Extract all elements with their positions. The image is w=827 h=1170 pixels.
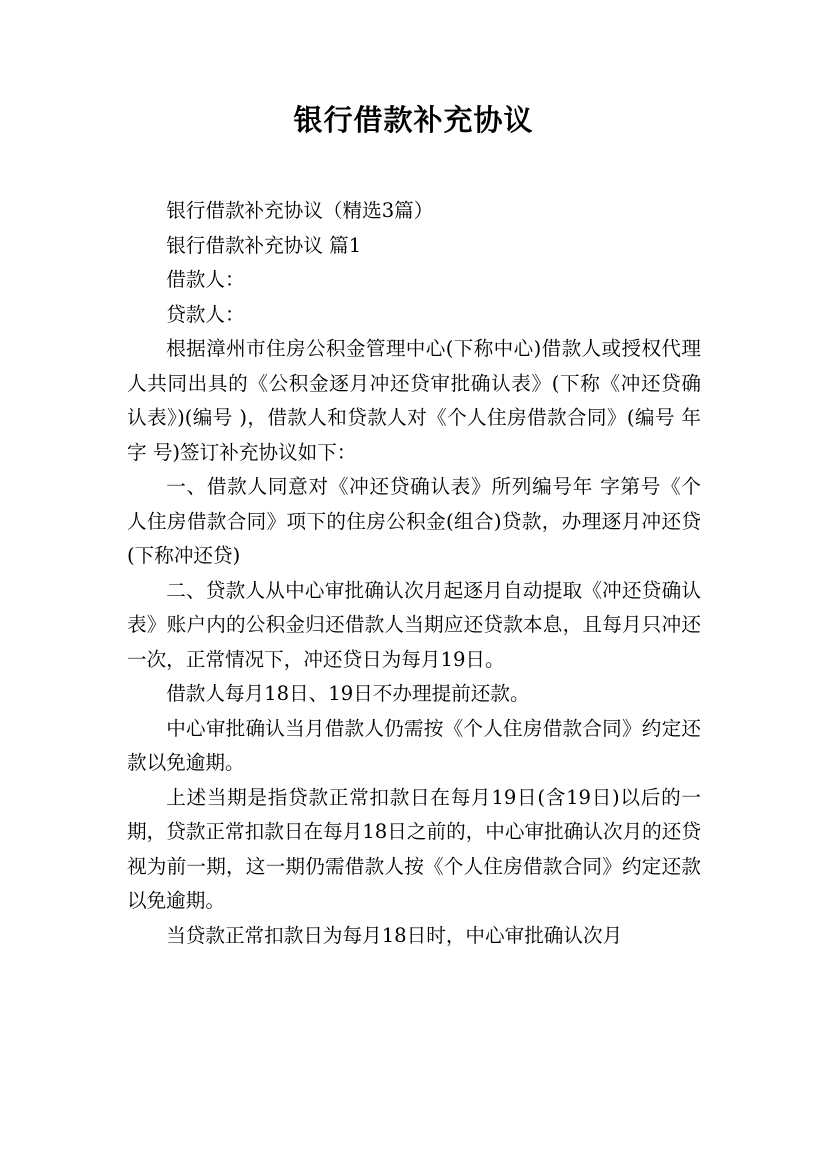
document-title: 银行借款补充协议 (293, 103, 534, 137)
paragraph: 贷款人： (166, 302, 245, 326)
document-body (127, 194, 701, 953)
paragraph: 借款人每月18日、19日不办理提前还款。 (166, 682, 530, 705)
paragraph: 一、借款人同意对《冲还贷确认表》所列编号年 字第号《个人住房借款合同》项下的住房公积金(组合)贷款，办理逐月冲还贷(下称冲还贷) (127, 475, 701, 567)
paragraph: 中心审批确认当月借款人仍需按《个人住房借款合同》约定还款以免逾期。 (127, 716, 701, 774)
paragraph: 借款人： (166, 268, 245, 291)
paragraph: 上述当期是指贷款正常扣款日在每月19日(含19日)以后的一期，贷款正常扣款日在每月18日之前的，中心审批确认次月的还贷视为前一期，这一期仍需借款人按《个人住房借款合同》约定还款以免逾期。 (127, 785, 701, 912)
paragraph: 银行借款补充协议（精选3篇） (166, 199, 434, 222)
paragraph: 银行借款补充协议 篇1 (166, 233, 362, 257)
paragraph: 根据漳州市住房公积金管理中心(下称中心)借款人或授权代理人共同出具的《公积金逐月冲还贷审批确认表》(下称《冲还贷确认表》)(编号 )，借款人和贷款人对《个人住房借款合同》(编号 年 字 号)签订补充协议如下： (127, 337, 701, 464)
paragraph: 当贷款正常扣款日为每月18日时，中心审批确认次月 (166, 923, 623, 947)
paragraph: 二、贷款人从中心审批确认次月起逐月自动提取《冲还贷确认表》账户内的公积金归还借款人当期应还贷款本息，且每月只冲还一次，正常情况下，冲还贷日为每月19日。 (127, 578, 701, 671)
